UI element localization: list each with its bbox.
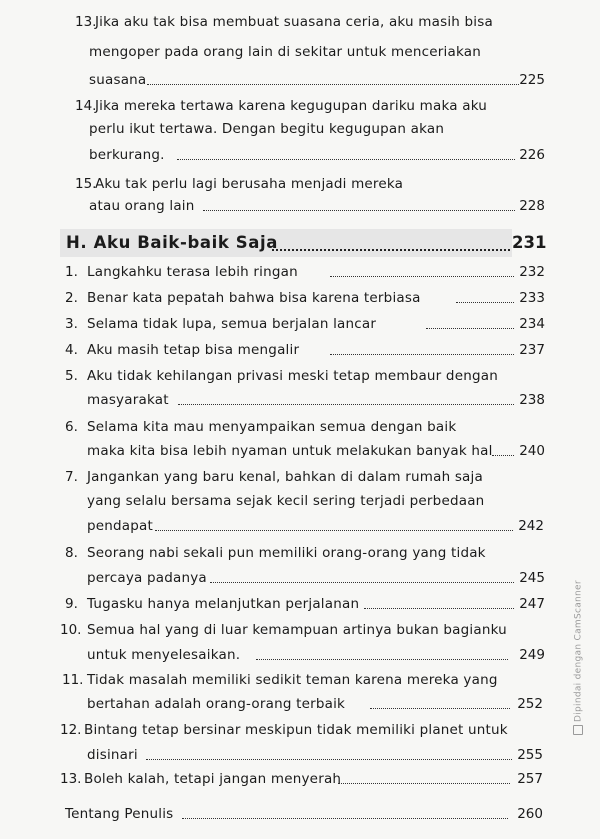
dot-leader xyxy=(146,759,512,760)
entry-line: Benar kata pepatah bahwa bisa karena terbiasa xyxy=(87,290,421,306)
dot-leader xyxy=(272,249,510,251)
entry-line: Seorang nabi sekali pun memiliki orang-orang yang tidak xyxy=(87,545,486,561)
watermark-text: Dipindai dengan CamScanner xyxy=(573,580,584,722)
entry-number: 10. xyxy=(60,622,82,638)
dot-leader xyxy=(155,530,513,531)
entry-line: Aku masih tetap bisa mengalir xyxy=(87,342,300,358)
entry-line: Tugasku hanya melanjutkan perjalanan xyxy=(87,596,360,612)
entry-number: 13. xyxy=(60,771,82,787)
entry-line: Aku tak perlu lagi berusaha menjadi mereka xyxy=(95,176,404,192)
page-number: 234 xyxy=(519,316,545,332)
entry-line: Jangankan yang baru kenal, bahkan di dalam rumah saja xyxy=(87,469,483,485)
page-number: 252 xyxy=(517,696,543,712)
page-number: 257 xyxy=(517,771,543,787)
entry-line: disinari xyxy=(87,747,138,763)
entry-number: 8. xyxy=(65,545,78,561)
page-number: 240 xyxy=(519,443,545,459)
entry-line: Selama tidak lupa, semua berjalan lancar xyxy=(87,316,377,332)
entry-line: Jika mereka tertawa karena kegugupan dariku maka aku xyxy=(95,98,488,114)
entry-number: 2. xyxy=(65,290,78,306)
page-number: 228 xyxy=(519,198,545,214)
entry-line: Bintang tetap bersinar meskipun tidak memiliki planet untuk xyxy=(84,722,508,738)
page-number: 233 xyxy=(519,290,545,306)
page-number: 260 xyxy=(517,806,543,822)
dot-leader xyxy=(330,354,514,355)
entry-number: 3. xyxy=(65,316,78,332)
dot-leader xyxy=(426,328,514,329)
entry-number: 14. xyxy=(75,98,97,114)
section-header-h xyxy=(60,229,512,257)
dot-leader xyxy=(182,818,508,819)
entry-line: maka kita bisa lebih nyaman untuk melakukan banyak hal xyxy=(87,443,493,459)
dot-leader xyxy=(147,84,519,85)
page-number: 242 xyxy=(518,518,544,534)
entry-line: pendapat xyxy=(87,518,154,534)
page-number: 225 xyxy=(519,72,545,88)
page-number: 238 xyxy=(519,392,545,408)
entry-number: 13. xyxy=(75,14,97,30)
dot-leader xyxy=(256,659,508,660)
entry-number: 1. xyxy=(65,264,78,280)
page-number: 247 xyxy=(519,596,545,612)
dot-leader xyxy=(364,608,514,609)
entry-number: 4. xyxy=(65,342,78,358)
entry-line: Langkahku terasa lebih ringan xyxy=(87,264,298,280)
entry-line: perlu ikut tertawa. Dengan begitu kegugupan akan xyxy=(89,121,445,137)
entry-line: suasana xyxy=(89,72,147,88)
section-title: H. Aku Baik-baik Saja xyxy=(66,233,278,252)
section-page-number: 231 xyxy=(512,233,547,252)
entry-line: berkurang. xyxy=(89,147,165,163)
entry-line: masyarakat xyxy=(87,392,169,408)
dot-leader xyxy=(370,708,510,709)
entry-line: Aku tidak kehilangan privasi meski tetap membaur dengan xyxy=(87,368,498,384)
page-number: 237 xyxy=(519,342,545,358)
dot-leader xyxy=(177,159,515,160)
entry-line: Boleh kalah, tetapi jangan menyerah xyxy=(84,771,342,787)
entry-number: 5. xyxy=(65,368,78,384)
page-number: 232 xyxy=(519,264,545,280)
dot-leader xyxy=(210,582,514,583)
entry-number: 7. xyxy=(65,469,78,485)
entry-line: mengoper pada orang lain di sekitar untuk menceriakan xyxy=(89,44,481,60)
entry-number: 9. xyxy=(65,596,78,612)
entry-line: percaya padanya xyxy=(87,570,207,586)
entry-number: 11. xyxy=(62,672,84,688)
page-number: 255 xyxy=(517,747,543,763)
dot-leader xyxy=(330,276,514,277)
entry-number: 6. xyxy=(65,419,78,435)
entry-line: Selama kita mau menyampaikan semua dengan baik xyxy=(87,419,457,435)
entry-line: Tidak masalah memiliki sedikit teman karena mereka yang xyxy=(87,672,498,688)
entry-number: 15. xyxy=(75,176,97,192)
scanner-watermark xyxy=(573,580,584,735)
dot-leader xyxy=(338,783,510,784)
camscanner-icon xyxy=(573,725,583,735)
entry-line: atau orang lain xyxy=(89,198,195,214)
entry-line: Jika aku tak bisa membuat suasana ceria, aku masih bisa xyxy=(95,14,493,30)
entry-line: Semua hal yang di luar kemampuan artinya bukan bagianku xyxy=(87,622,507,638)
page-number: 226 xyxy=(519,147,545,163)
entry-number: 12. xyxy=(60,722,82,738)
entry-line: bertahan adalah orang-orang terbaik xyxy=(87,696,346,712)
dot-leader xyxy=(178,404,514,405)
entry-line: yang selalu bersama sejak kecil sering terjadi perbedaan xyxy=(87,493,485,509)
dot-leader xyxy=(203,210,515,211)
entry-line: untuk menyelesaikan. xyxy=(87,647,241,663)
page-number: 245 xyxy=(519,570,545,586)
entry-line: Tentang Penulis xyxy=(65,806,174,822)
page-number: 249 xyxy=(519,647,545,663)
